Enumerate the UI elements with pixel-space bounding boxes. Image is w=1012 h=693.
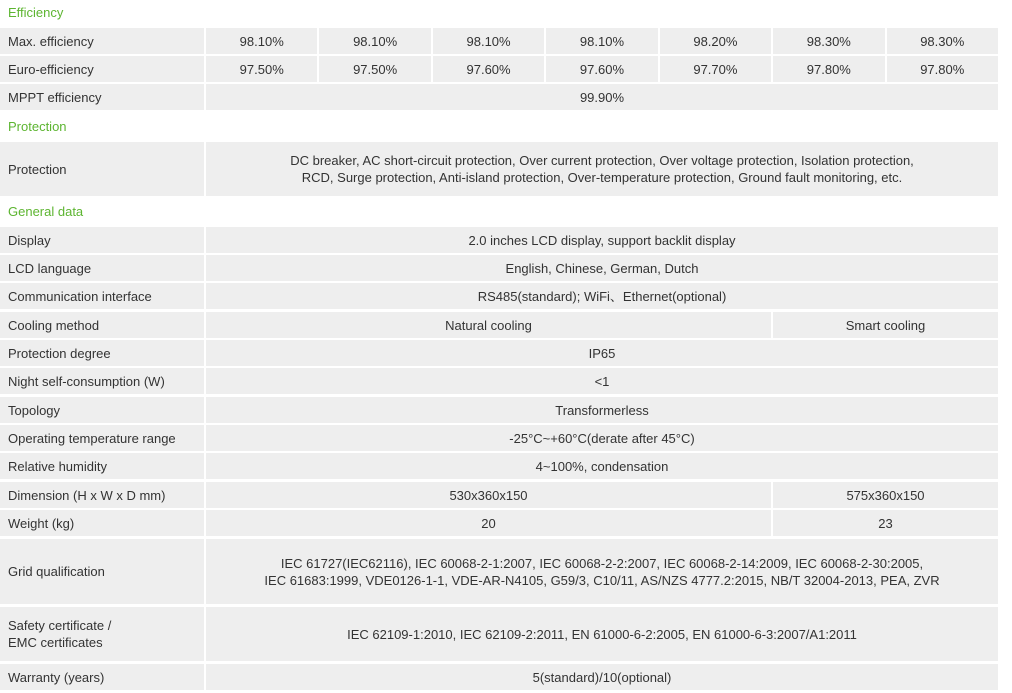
row-topology — [0, 397, 998, 423]
row-label: Operating temperature range — [0, 425, 204, 451]
value-cell: Smart cooling — [773, 312, 998, 338]
grid-line-2: IEC 61683:1999, VDE0126-1-1, VDE-AR-N4105, G59/3, C10/11, AS/NZS 4777.2:2015, NB/T 32004-2013, PEA, ZVR — [264, 572, 940, 588]
value-cell: Natural cooling — [206, 312, 771, 338]
value-cell: IP65 — [206, 340, 998, 366]
value-cell: 98.10% — [206, 28, 317, 54]
row-night-consumption — [0, 368, 998, 394]
row-label — [0, 607, 204, 661]
value-cell: 2.0 inches LCD display, support backlit display — [206, 227, 998, 253]
value-cell: 97.60% — [546, 56, 657, 82]
value-cell: Transformerless — [206, 397, 998, 423]
value-cell: 97.70% — [660, 56, 771, 82]
row-display — [0, 227, 998, 253]
value-cell: 98.10% — [433, 28, 544, 54]
row-label: Warranty (years) — [0, 664, 204, 690]
row-label: Grid qualification — [0, 539, 204, 604]
row-label: Euro-efficiency — [0, 56, 204, 82]
value-cell: 98.10% — [319, 28, 430, 54]
row-label: Protection degree — [0, 340, 204, 366]
row-euro-efficiency — [0, 56, 998, 82]
row-label: Weight (kg) — [0, 510, 204, 536]
value-cell: RS485(standard); WiFi、Ethernet(optional) — [206, 283, 998, 309]
value-cell: 575x360x150 — [773, 482, 998, 508]
value-cell: 23 — [773, 510, 998, 536]
value-cell: 530x360x150 — [206, 482, 771, 508]
value-cell: 97.60% — [433, 56, 544, 82]
value-cell: 97.50% — [206, 56, 317, 82]
row-operating-temperature — [0, 425, 998, 451]
row-protection-degree — [0, 340, 998, 366]
value-cell: 99.90% — [206, 84, 998, 110]
row-label: Display — [0, 227, 204, 253]
row-label: Dimension (H x W x D mm) — [0, 482, 204, 508]
value-cell: 4~100%, condensation — [206, 453, 998, 479]
protection-line-1: DC breaker, AC short-circuit protection, Over current protection, Over voltage protection, Isolation protection, — [290, 153, 914, 168]
value-cell: 97.80% — [773, 56, 884, 82]
section-general-heading: General data — [8, 204, 84, 219]
value-cell: -25°C~+60°C(derate after 45°C) — [206, 425, 998, 451]
section-protection-heading: Protection — [8, 119, 67, 134]
value-cell — [206, 539, 998, 604]
value-cell — [206, 142, 998, 196]
row-grid-qualification — [0, 539, 998, 604]
row-mppt-efficiency — [0, 84, 998, 110]
safety-label-line-1: Safety certificate / — [8, 618, 112, 633]
value-cell: 98.10% — [546, 28, 657, 54]
row-safety-certificate — [0, 607, 998, 661]
row-communication — [0, 283, 998, 309]
row-protection — [0, 142, 998, 196]
value-cell: 98.20% — [660, 28, 771, 54]
value-cell: <1 — [206, 368, 998, 394]
safety-label-line-2: EMC certificates — [8, 635, 103, 650]
value-cell: 98.30% — [887, 28, 998, 54]
row-dimension — [0, 482, 998, 508]
value-cell: 20 — [206, 510, 771, 536]
row-label: MPPT efficiency — [0, 84, 204, 110]
value-cell: 5(standard)/10(optional) — [206, 664, 998, 690]
row-label: Cooling method — [0, 312, 204, 338]
row-label: Night self-consumption (W) — [0, 368, 204, 394]
value-cell: English, Chinese, German, Dutch — [206, 255, 998, 281]
protection-line-2: RCD, Surge protection, Anti-island protection, Over-temperature protection, Ground fault monitoring, etc. — [301, 170, 903, 185]
row-max-efficiency — [0, 28, 998, 54]
value-cell: IEC 62109-1:2010, IEC 62109-2:2011, EN 61000-6-2:2005, EN 61000-6-3:2007/A1:2011 — [206, 607, 998, 661]
value-cell: 97.50% — [319, 56, 430, 82]
row-label: Max. efficiency — [0, 28, 204, 54]
value-cell: 97.80% — [887, 56, 998, 82]
row-relative-humidity — [0, 453, 998, 479]
section-efficiency-heading: Efficiency — [8, 5, 64, 20]
row-label: Topology — [0, 397, 204, 423]
value-cell: 98.30% — [773, 28, 884, 54]
row-label: Relative humidity — [0, 453, 204, 479]
row-warranty — [0, 664, 998, 690]
row-cooling — [0, 312, 998, 338]
row-lcd-language — [0, 255, 998, 281]
row-label: Protection — [0, 142, 204, 196]
row-label: Communication interface — [0, 283, 204, 309]
row-label: LCD language — [0, 255, 204, 281]
grid-line-1: IEC 61727(IEC62116), IEC 60068-2-1:2007, IEC 60068-2-2:2007, IEC 60068-2-14:2009, IEC 60068-2-30:2005, — [280, 555, 924, 571]
row-weight — [0, 510, 998, 536]
